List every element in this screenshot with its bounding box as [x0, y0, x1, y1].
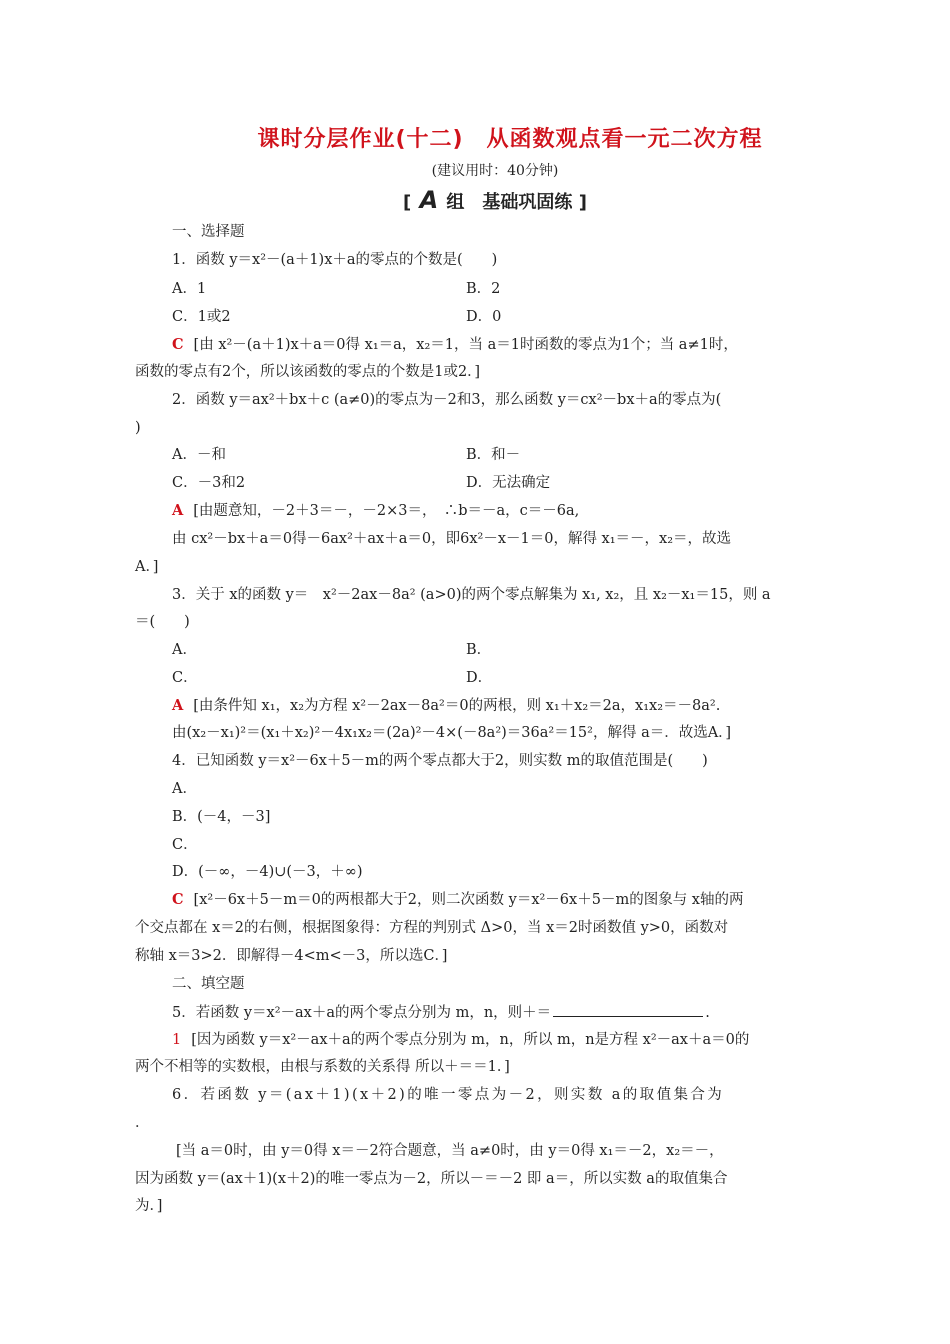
- question-6-stem: 6．若函数 y＝(ax＋1)(x＋2)的唯一零点为－2，则实数 a的取值集合为: [172, 1087, 725, 1103]
- question-3-stem-cont: ＝( ): [135, 614, 190, 630]
- q5-answer: 1: [172, 1032, 182, 1048]
- group-bracket-close: ]: [578, 192, 587, 213]
- question-5-stem: 5．若函数 y＝x²－ax＋a的两个零点分别为 m，n，则＋＝ .: [172, 1002, 852, 1023]
- question-2-stem: 2．函数 y＝ax²＋bx＋c (a≠0)的零点为－2和3，那么函数 y＝cx²－bx＋a的零点为(: [172, 392, 722, 408]
- q3-solution-line-2: 由(x₂－x₁)²＝(x₁＋x₂)²－4x₁x₂＝(2a)²－4×(－8a²)＝36a²＝15²，解得 a＝．故选A．]: [172, 725, 732, 741]
- q1-solution-line-1: C [由 x²－(a＋1)x＋a＝0得 x₁＝a，x₂＝1，当 a＝1时函数的零点为1个；当 a≠1时，: [172, 336, 738, 353]
- q1-answer: C: [172, 336, 184, 353]
- question-1-stem: 1．函数 y＝x²－(a＋1)x＋a的零点的个数是( ): [172, 252, 498, 268]
- group-heading: [0, 186, 950, 214]
- group-text: 组 基础巩固练: [446, 192, 573, 213]
- q5-solution-line-2: 两个不相等的实数根，由根与系数的关系得 所以＋＝＝1．]: [135, 1059, 510, 1075]
- q1-solution-line-2: 函数的零点有2个，所以该函数的零点的个数是1或2．]: [135, 364, 481, 380]
- q4-solution-line-1: C [x²－6x＋5－m＝0的两根都大于2，则二次函数 y＝x²－6x＋5－m的图象与 x轴的两: [172, 891, 744, 908]
- q2-option-c: C．－3和2: [172, 475, 246, 491]
- q1-option-b: B．2: [466, 281, 501, 297]
- q3-answer: A: [172, 697, 184, 714]
- question-6-stem-cont: ．: [135, 1115, 150, 1131]
- q3-option-a: A．: [172, 642, 197, 658]
- q2-option-b: B．和－: [466, 447, 521, 463]
- question-2-stem-cont: ): [135, 420, 141, 436]
- q2-option-a: A．－和: [172, 447, 226, 463]
- q4-solution-line-3: 称轴 x＝3>2．即解得－4<m<－3，所以选C．]: [135, 948, 448, 964]
- q4-option-b: B．(－4，－3]: [172, 809, 271, 825]
- q6-solution-line-1: [当 a＝0时，由 y＝0得 x＝－2符合题意，当 a≠0时，由 y＝0得 x₁＝－2，x₂＝－，: [176, 1143, 724, 1159]
- question-3-stem: 3．关于 x的函数 y＝ x²－2ax－8a² (a>0)的两个零点解集为 x₁, x₂，且 x₂－x₁＝15，则 a: [172, 587, 771, 603]
- q4-option-a: A．: [172, 781, 197, 797]
- q3-solution-line-1: A [由条件知 x₁，x₂为方程 x²－2ax－8a²＝0的两根，则 x₁＋x₂＝2a，x₁x₂＝－8a².: [172, 697, 721, 714]
- q2-solution-line-2: 由 cx²－bx＋a＝0得－6ax²＋ax＋a＝0，即6x²－x－1＝0，解得 x₁＝－，x₂＝，故选: [172, 531, 732, 547]
- q4-option-c: C．: [172, 837, 198, 853]
- question-4-stem: 4．已知函数 y＝x²－6x＋5－m的两个零点都大于2，则实数 m的取值范围是( ): [172, 753, 708, 769]
- page-title: 课时分层作业(十二) 从函数观点看一元二次方程: [257, 127, 763, 152]
- q1-option-c: C．1或2: [172, 309, 231, 325]
- suggested-time: (建议用时：40分钟): [431, 163, 559, 179]
- group-letter: A: [419, 186, 439, 214]
- q2-solution-line-1: A [由题意知，－2＋3＝－，－2×3＝， ∴b＝－a，c＝－6a,: [172, 502, 580, 519]
- section-heading: 一、选择题: [172, 224, 245, 240]
- answer-blank: [553, 1002, 703, 1017]
- q6-solution-line-3: 为．]: [135, 1198, 163, 1214]
- q4-answer: C: [172, 891, 184, 908]
- q4-solution-line-2: 个交点都在 x＝2的右侧，根据图象得：方程的判别式 Δ>0，当 x＝2时函数值 y>0，函数对: [135, 920, 729, 936]
- q3-option-c: C．: [172, 670, 198, 686]
- section-heading: 二、填空题: [172, 976, 245, 992]
- q1-option-d: D．0: [466, 309, 502, 325]
- q6-solution-line-2: 因为函数 y＝(ax＋1)(x＋2)的唯一零点为－2，所以－＝－2 即 a＝，所以实数 a的取值集合: [135, 1171, 728, 1187]
- q5-solution-line-1: 1 [因为函数 y＝x²－ax＋a的两个零点分别为 m，n，所以 m，n是方程 x²－ax＋a＝0的: [172, 1032, 750, 1048]
- q1-option-a: A．1: [172, 281, 207, 297]
- group-bracket-open: [: [403, 192, 412, 213]
- q2-option-d: D．无法确定: [466, 475, 551, 491]
- q3-option-d: D．: [466, 670, 493, 686]
- q2-answer: A: [172, 502, 184, 519]
- q4-option-d: D．(－∞，－4)∪(－3，＋∞): [172, 864, 363, 880]
- q2-solution-line-3: A．]: [135, 559, 159, 575]
- q3-option-b: B．: [466, 642, 492, 658]
